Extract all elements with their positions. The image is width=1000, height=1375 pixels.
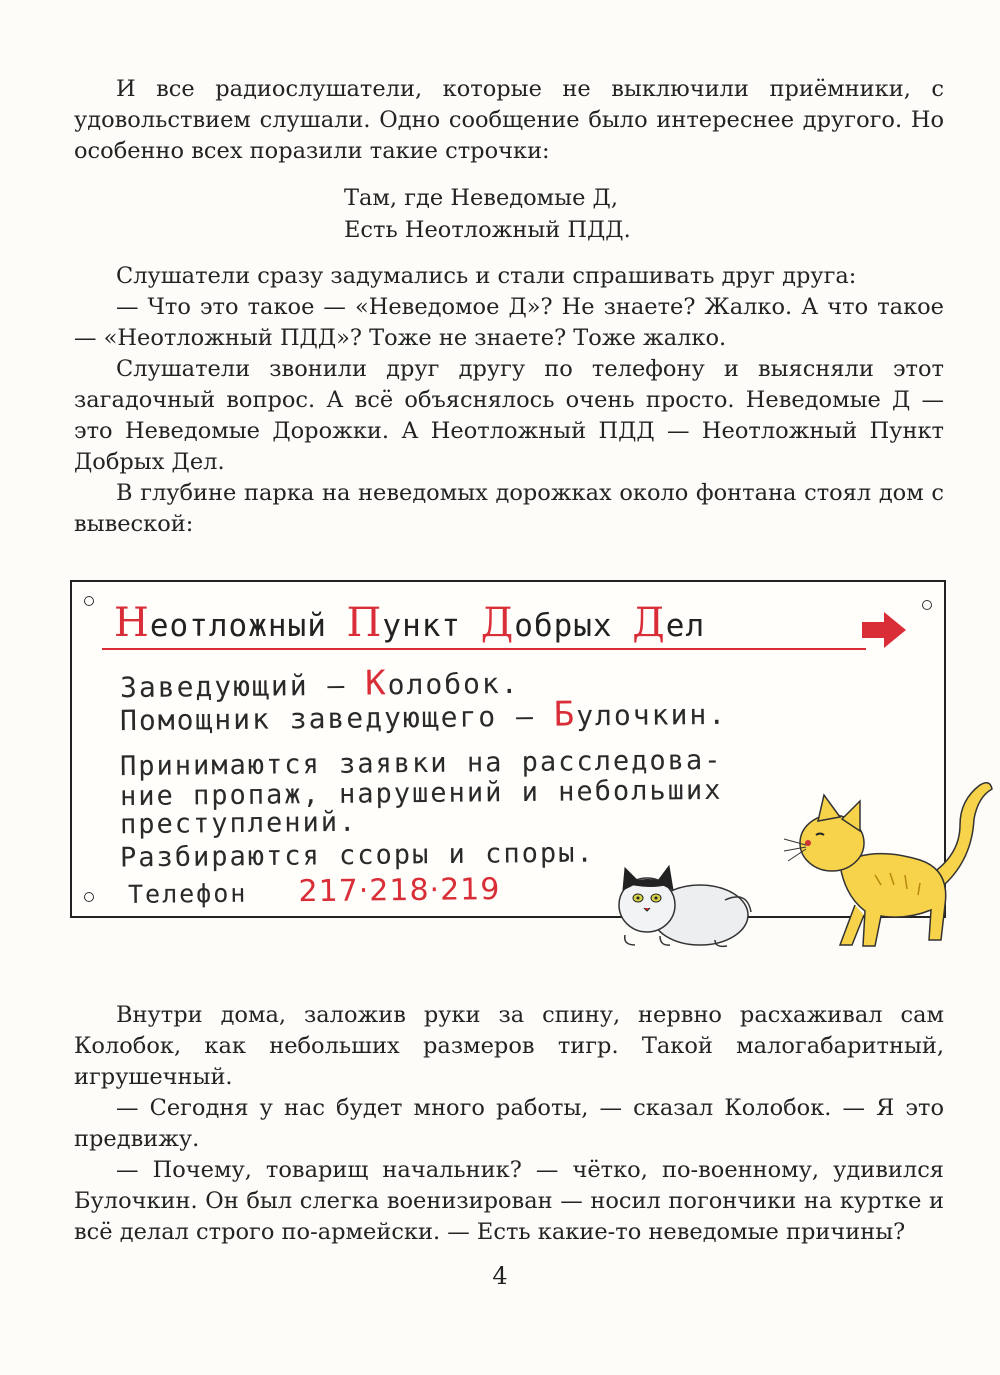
assistant-label: Помощник заведующего – (119, 699, 554, 738)
requests-line: ние пропаж, нарушений и небольших (119, 774, 723, 813)
phone-line (128, 872, 501, 911)
page-number: 4 (492, 1262, 508, 1290)
title-word: еотложный (149, 608, 347, 644)
manager-initial: К (364, 663, 388, 704)
red-arrow-icon (862, 610, 908, 650)
sign-title (114, 600, 705, 646)
phone-number: 217·218·219 (298, 872, 501, 910)
paragraph: — Почему, товарищ начальник? — чётко, по-военному, удивился Булочкин. Он был слегка военизирован — носил погончики на куртке и всё делал строго по-армейски. — Есть какие-то неведомые причины? (74, 1157, 944, 1245)
upper-text-block (74, 74, 944, 540)
title-word: ел (665, 608, 706, 644)
manager-name: олобок. (387, 666, 520, 702)
title-initial: Н (114, 600, 150, 646)
requests-line: Принимаются заявки на расследова- (119, 744, 723, 783)
poem-line: Есть Неотложный ПДД. (344, 217, 631, 243)
screw-icon (922, 600, 932, 610)
assistant-line (120, 693, 727, 739)
requests-line: преступлений. (119, 806, 358, 841)
poem-line: Там, где Неведомые Д, (344, 185, 618, 211)
paragraph: В глубине парка на неведомых дорожках около фонтана стоял дом с вывеской: (74, 480, 944, 537)
disputes-line: Разбираются ссоры и споры. (119, 837, 595, 874)
title-word: ункт (382, 608, 481, 644)
paragraph: Слушатели звонили друг другу по телефону и выясняли этот загадочный вопрос. А всё объяснялось очень просто. Неведомые Д — это Неведомые Дорожки. А Неотложный ПДД — Неотложный Пункт Добрых Дел. (74, 356, 944, 475)
poem (344, 182, 944, 246)
title-underline (102, 648, 866, 650)
assistant-initial: Б (553, 694, 577, 735)
paragraph: И все радиослушатели, которые не выключили приёмники, с удовольствием слушали. Одно сообщение было интереснее другого. Но особенно всех поразили такие строчки: (74, 76, 944, 164)
screw-icon (84, 596, 94, 606)
paragraph: — Сегодня у нас будет много работы, — сказал Колобок. — Я это предвижу. (74, 1095, 944, 1152)
title-initial: П (346, 600, 383, 646)
phone-label: Телефон (127, 878, 248, 909)
lower-text-block (74, 1000, 944, 1248)
grey-cat-illustration (605, 860, 755, 950)
assistant-name: улочкин. (576, 697, 728, 733)
paragraph: Слушатели сразу задумались и стали спрашивать друг друга: (116, 263, 857, 289)
screw-icon (84, 892, 94, 902)
manager-label: Заведующий – (119, 668, 366, 705)
title-initial: Д (632, 600, 666, 646)
title-word: обрых (514, 608, 633, 644)
paragraph: Внутри дома, заложив руки за спину, нервно расхаживал сам Колобок, как небольших размеров тигр. Такой малогабаритный, игрушечный. (74, 1002, 944, 1090)
paragraph: — Что это такое — «Неведомое Д»? Не знаете? Жалко. А что такое — «Неотложный ПДД»? Тоже не знаете? Тоже жалко. (74, 294, 944, 351)
yellow-cat-illustration (780, 775, 995, 950)
title-initial: Д (480, 600, 515, 646)
